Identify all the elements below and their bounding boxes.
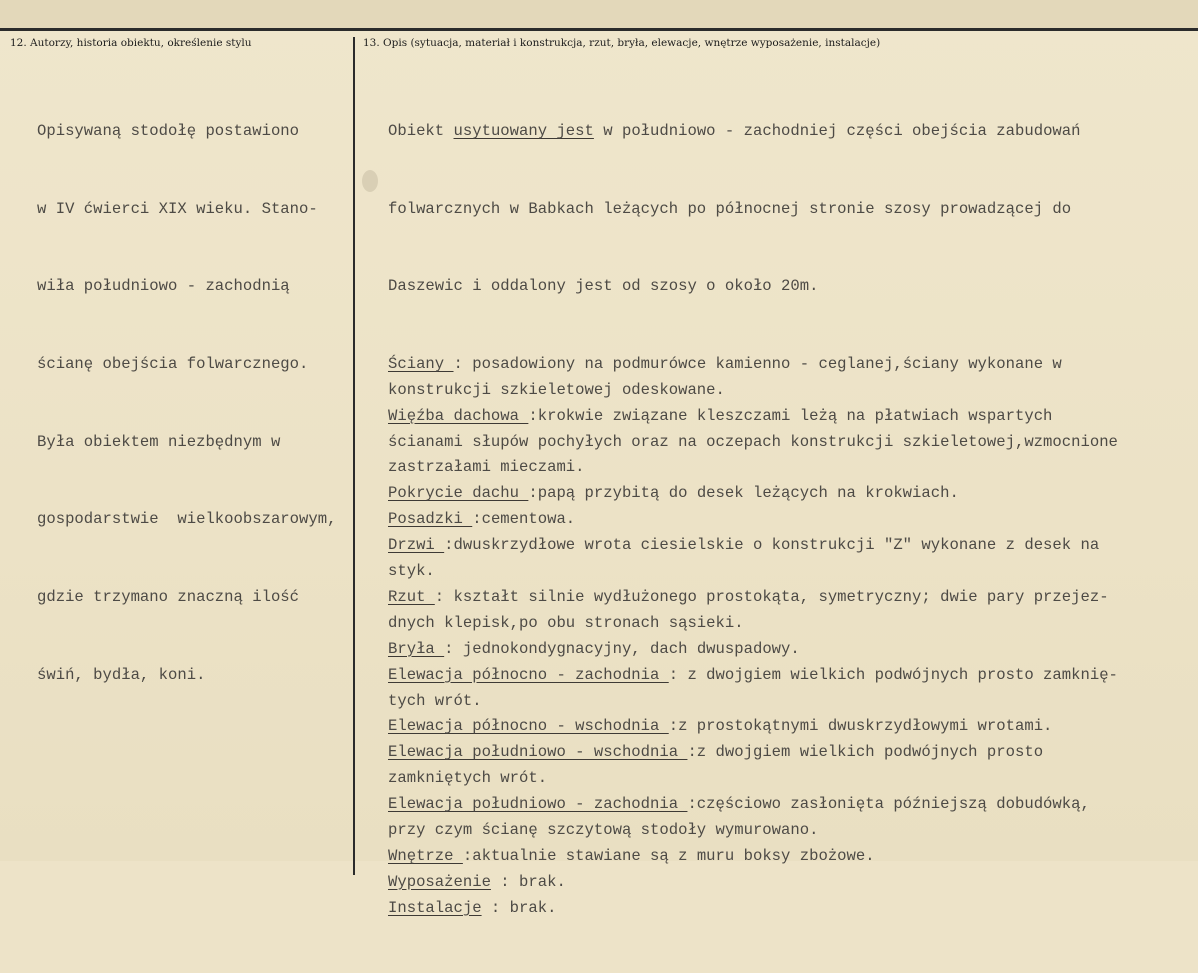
entry-text: :papą przybitą do desek leżących na krokwiach.	[528, 484, 959, 503]
entry-text: :z dwojgiem wielkich podwójnych prosto	[687, 743, 1044, 762]
entry-continuation: styk.	[388, 562, 435, 581]
intro-label: usytuowany jest	[453, 121, 594, 140]
entry-label: Elewacja północno - wschodnia	[388, 717, 669, 736]
entry-line	[388, 870, 1118, 896]
intro-prefix: Obiekt	[388, 121, 454, 140]
entry-line	[388, 792, 1118, 818]
entry-line	[388, 533, 1118, 559]
entry-text: :dwuskrzydłowe wrota ciesielskie o konstrukcji "Z" wykonane z desek na	[444, 536, 1100, 555]
entry-line	[388, 585, 1118, 611]
entry-label: Wnętrze	[388, 846, 463, 865]
entry-text: : kształt silnie wydłużonego prostokąta, symetryczny; dwie pary przejez-	[434, 587, 1109, 606]
entry-label: Elewacja południowo - zachodnia	[388, 795, 688, 814]
entry-label: Elewacja południowo - wschodnia	[388, 743, 688, 762]
entry-line	[388, 404, 1118, 430]
entry-label: Drzwi	[388, 536, 445, 555]
section-12-text	[37, 67, 336, 740]
entry-text: :krokwie związane kleszczami leżą na płatwiach wspartych	[528, 406, 1053, 425]
section-12-line: ścianę obejścia folwarcznego.	[37, 354, 309, 373]
entry-label: Instalacje	[388, 898, 482, 917]
entry-label: Posadzki	[388, 510, 473, 529]
entry-label: Bryła	[388, 639, 445, 658]
section-12-line: gdzie trzymano znaczną ilość	[37, 588, 300, 607]
intro-line	[388, 119, 1118, 145]
entry-text: : brak.	[490, 872, 566, 891]
entry-text: :aktualnie stawiane są z muru boksy zbożowe.	[462, 846, 875, 865]
section-12-line: Była obiektem niezbędnym w	[37, 432, 281, 451]
top-strip	[0, 0, 1198, 28]
entry-text: :częściowo zasłonięta późniejszą dobudówką,	[687, 795, 1090, 814]
entry-continuation: przy czym ścianę szczytową stodoły wymurowano.	[388, 820, 819, 839]
entry-continuation: zamkniętych wrót.	[388, 769, 548, 788]
entry-line	[388, 637, 1118, 663]
intro-line: folwarcznych w Babkach leżących po północnej stronie szosy prowadzącej do	[388, 199, 1072, 218]
entry-line	[388, 481, 1118, 507]
section-12-line: wiła południowo - zachodnią	[37, 277, 290, 296]
entry-text: :cementowa.	[472, 510, 576, 529]
section-12-line: gospodarstwie wielkoobszarowym,	[37, 510, 337, 529]
section-12-line: w IV ćwierci XIX wieku. Stano-	[37, 199, 318, 218]
entry-line	[388, 507, 1118, 533]
section-12-line: Opisywaną stodołę postawiono	[37, 121, 300, 140]
entry-line	[388, 844, 1118, 870]
entry-text: : brak.	[481, 898, 557, 917]
description-entries	[388, 352, 1118, 922]
entry-label: Pokrycie dachu	[388, 484, 529, 503]
entry-text: : z dwojgiem wielkich podwójnych prosto zamknię-	[668, 665, 1118, 684]
entry-line	[388, 352, 1118, 378]
entry-label: Elewacja północno - zachodnia	[388, 665, 669, 684]
entry-continuation: tych wrót.	[388, 691, 482, 710]
entry-line	[388, 896, 1118, 922]
intro-rest: w południowo - zachodniej części obejścia zabudowań	[593, 121, 1081, 140]
section-13-text	[388, 67, 1118, 973]
entry-text: : posadowiony na podmurówce kamienno - ceglanej,ściany wykonane w	[453, 354, 1062, 373]
section-13-header: 13. Opis (sytuacja, materiał i konstrukcja, rzut, bryła, elewacje, wnętrze wyposażenie, instalacje)	[363, 37, 881, 49]
entry-continuation: ścianami słupów pochyłych oraz na oczepach konstrukcji szkieletowej,wzmocnione	[388, 432, 1118, 451]
entry-continuation: konstrukcji szkieletowej odeskowane.	[388, 380, 725, 399]
entry-line	[388, 714, 1118, 740]
entry-text: :z prostokątnymi dwuskrzydłowymi wrotami.	[668, 717, 1053, 736]
entry-label: Rzut	[388, 587, 435, 606]
entry-line	[388, 663, 1118, 689]
entry-text: : jednokondygnacyjny, dach dwuspadowy.	[444, 639, 800, 658]
entry-line	[388, 740, 1118, 766]
column-divider	[353, 37, 355, 875]
entry-label: Wyposażenie	[388, 872, 491, 891]
entry-continuation: dnych klepisk,po obu stronach sąsieki.	[388, 613, 744, 632]
entry-label: Ściany	[388, 354, 454, 373]
paper-stain	[362, 170, 378, 192]
section-12-line: świń, bydła, koni.	[37, 665, 206, 684]
entry-continuation: zastrzałami mieczami.	[388, 458, 585, 477]
entry-label: Więźba dachowa	[388, 406, 529, 425]
intro-line: Daszewic i oddalony jest od szosy o około 20m.	[388, 277, 819, 296]
top-rule	[0, 28, 1198, 31]
section-12-header: 12. Autorzy, historia obiektu, określenie stylu	[10, 37, 252, 49]
